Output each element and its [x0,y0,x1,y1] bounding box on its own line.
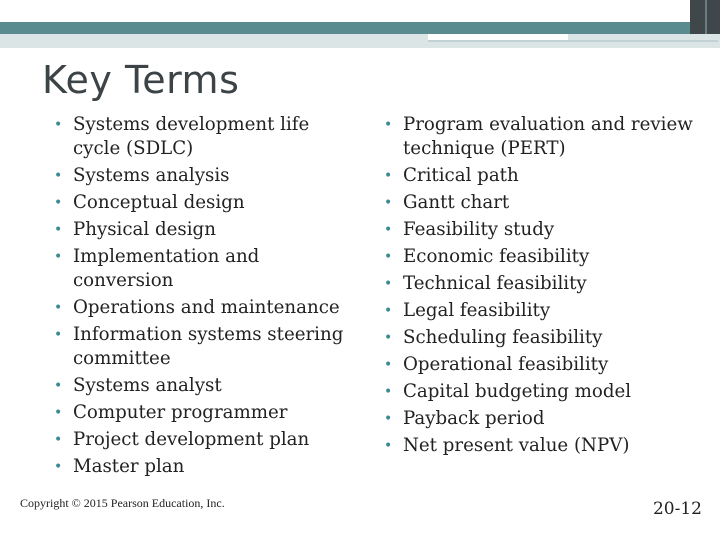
bullet-icon: • [384,411,393,427]
bullet-icon: • [54,222,63,238]
key-term-item [380,191,700,215]
bullet-icon: • [384,438,393,454]
key-term-item [50,428,355,452]
key-term-text: Operations and maintenance [73,297,340,318]
key-term-item [380,272,700,296]
bullet-icon: • [54,459,63,475]
copyright-footer: Copyright © 2015 Pearson Education, Inc. [20,496,225,510]
key-term-item [380,113,700,161]
header-band-top [0,0,720,22]
key-term-item [380,245,700,269]
key-term-item [380,407,700,431]
page-number: 20-12 [652,499,702,519]
bullet-icon: • [54,195,63,211]
key-term-item [380,380,700,404]
key-term-item [50,455,355,479]
key-term-text: Physical design [73,219,216,240]
key-term-item [50,401,355,425]
bullet-icon: • [384,249,393,265]
key-term-text: Implementation and conversion [73,246,260,291]
bullet-icon: • [54,432,63,448]
key-term-text: Computer programmer [73,402,288,423]
key-term-item [50,296,355,320]
key-term-text: Technical feasibility [403,273,587,294]
bullet-icon: • [54,327,63,343]
header-band-teal [0,22,690,34]
bullet-icon: • [54,378,63,394]
key-term-item [380,299,700,323]
key-term-text: Systems development life cycle (SDLC) [73,114,310,159]
key-term-text: Program evaluation and review technique (PERT) [403,114,693,159]
key-term-item [380,434,700,458]
key-term-text: Conceptual design [73,192,245,213]
key-term-text: Master plan [73,456,185,477]
key-terms-left-list [50,113,355,482]
bullet-icon: • [384,117,393,133]
bullet-icon: • [384,303,393,319]
header-band-line [428,40,718,42]
key-term-text: Payback period [403,408,545,429]
key-term-item [50,164,355,188]
bullet-icon: • [54,249,63,265]
bullet-icon: • [384,330,393,346]
key-term-text: Capital budgeting model [403,381,632,402]
bullet-icon: • [384,222,393,238]
key-term-text: Project development plan [73,429,310,450]
key-term-item [380,218,700,242]
key-term-item [50,374,355,398]
key-term-text: Operational feasibility [403,354,609,375]
bullet-icon: • [54,300,63,316]
key-term-text: Gantt chart [403,192,510,213]
bullet-icon: • [384,357,393,373]
key-term-text: Information systems steering committee [73,324,344,369]
key-term-item [50,323,355,371]
key-term-item [50,245,355,293]
key-term-text: Economic feasibility [403,246,590,267]
slide-title: Key Terms [42,58,240,102]
bullet-icon: • [384,384,393,400]
key-term-item [50,218,355,242]
key-term-text: Systems analyst [73,375,222,396]
bullet-icon: • [54,168,63,184]
bullet-icon: • [384,276,393,292]
key-terms-right-list [380,113,700,461]
key-term-item [50,113,355,161]
key-term-item [380,353,700,377]
key-term-text: Net present value (NPV) [403,435,630,456]
key-term-text: Systems analysis [73,165,230,186]
bullet-icon: • [384,195,393,211]
bullet-icon: • [384,168,393,184]
key-term-text: Legal feasibility [403,300,551,321]
key-term-text: Feasibility study [403,219,555,240]
header-band-dark-line [705,0,707,34]
key-term-text: Scheduling feasibility [403,327,603,348]
bullet-icon: • [54,405,63,421]
key-term-text: Critical path [403,165,519,186]
key-term-item [380,326,700,350]
key-term-item [380,164,700,188]
bullet-icon: • [54,117,63,133]
key-term-item [50,191,355,215]
